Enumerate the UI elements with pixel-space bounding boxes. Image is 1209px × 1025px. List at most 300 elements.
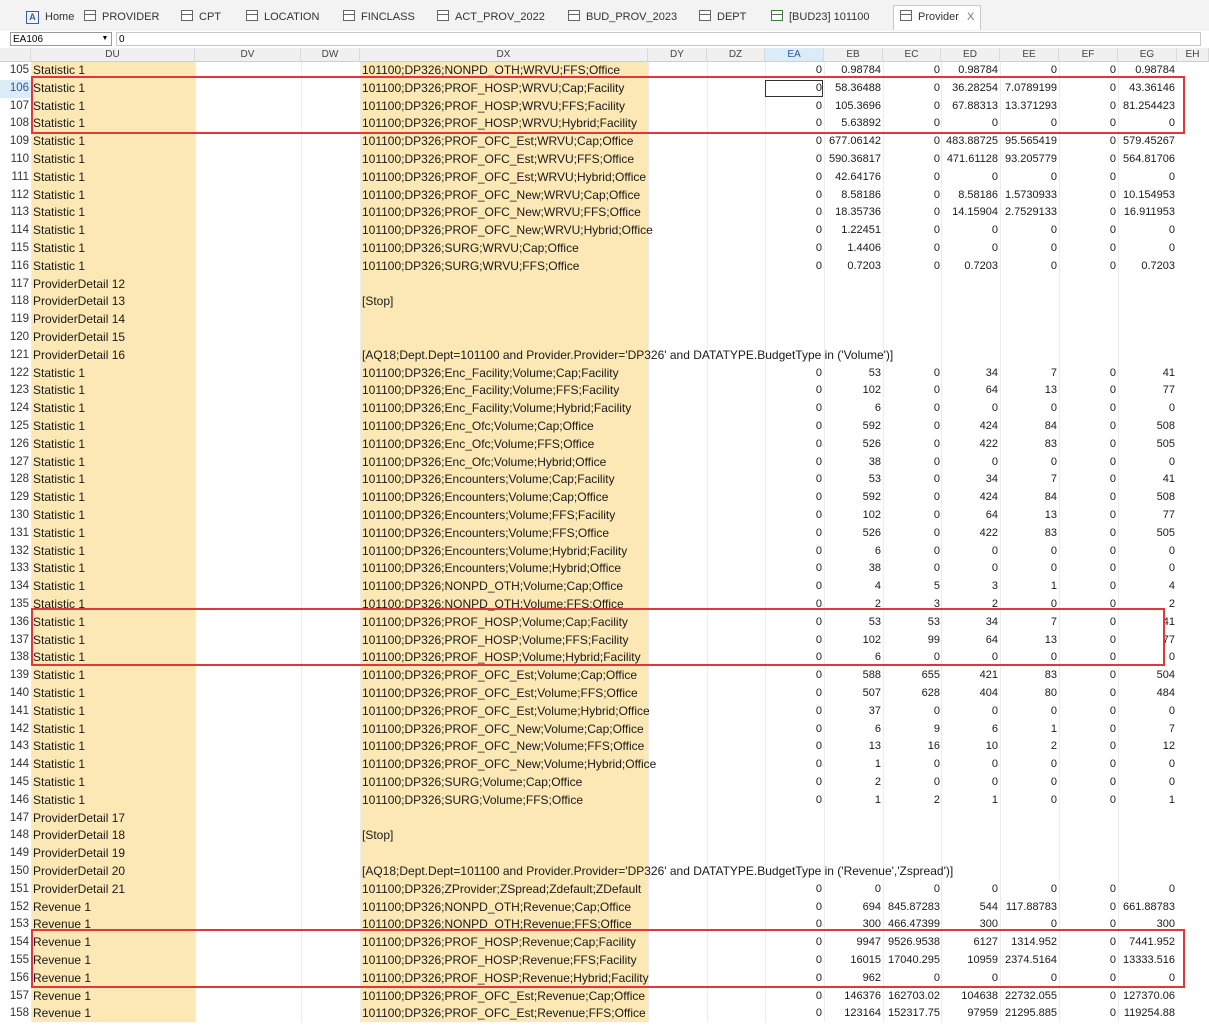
cell-value[interactable]: 0 xyxy=(933,758,940,771)
cell-value[interactable]: 0 xyxy=(815,651,822,664)
cell-value[interactable]: 0 xyxy=(933,153,940,165)
cell-value[interactable]: 0 xyxy=(815,117,822,130)
cell-value[interactable]: 655 xyxy=(921,669,940,682)
column-header[interactable]: EE xyxy=(1000,48,1059,62)
cell-value[interactable]: 0 xyxy=(1109,740,1116,753)
cell-value[interactable]: 105.3696 xyxy=(835,99,881,112)
cell-du[interactable]: Statistic 1 xyxy=(33,775,86,789)
cell-value[interactable]: 38 xyxy=(868,455,881,468)
cell-du[interactable]: Statistic 1 xyxy=(33,419,86,433)
cell-value[interactable]: 0 xyxy=(1109,259,1116,272)
cell-du[interactable]: Revenue 1 xyxy=(33,953,92,967)
cell-du[interactable]: Statistic 1 xyxy=(33,632,86,647)
row-number[interactable]: 145 xyxy=(9,776,29,788)
cell-value[interactable]: 1 xyxy=(1050,722,1057,735)
column-header[interactable]: DW xyxy=(301,48,360,62)
cell-dx[interactable]: 101100;DP326;Enc_Ofc;Volume;FFS;Office xyxy=(362,436,595,451)
cell-dx[interactable]: 101100;DP326;Enc_Ofc;Volume;Cap;Office xyxy=(362,419,594,433)
cell-value[interactable]: 64 xyxy=(985,509,998,521)
cell-value[interactable]: 2 xyxy=(1050,740,1057,753)
cell-value[interactable]: 43.36146 xyxy=(1129,81,1175,94)
row-number[interactable]: 128 xyxy=(9,473,29,486)
cell-value[interactable]: 0 xyxy=(933,776,940,788)
cell-dx[interactable]: 101100;DP326;PROF_HOSP;Volume;Cap;Facility xyxy=(362,614,628,629)
tab-bud23-101100[interactable]: [BUD23] 101100 xyxy=(771,6,870,28)
cell-du[interactable]: Statistic 1 xyxy=(33,597,86,611)
cell-value[interactable]: 504 xyxy=(1156,669,1175,682)
cell-dx[interactable]: 101100;DP326;PROF_HOSP;Volume;Hybrid;Facility xyxy=(362,650,641,665)
row-number[interactable]: 105 xyxy=(9,64,29,76)
cell-value[interactable]: 146376 xyxy=(844,989,881,1002)
cell-value[interactable]: 16.911953 xyxy=(1123,206,1175,219)
cell-value[interactable]: 83 xyxy=(1044,437,1057,450)
cell-value[interactable]: 0 xyxy=(1109,420,1116,432)
cell-value[interactable]: 36.28254 xyxy=(952,81,998,94)
column-header[interactable]: EB xyxy=(824,48,883,62)
cell-dx[interactable]: 101100;DP326;PROF_OFC_New;Volume;Cap;Office xyxy=(362,721,644,736)
cell-value[interactable]: 83 xyxy=(1044,526,1057,539)
cell-du[interactable]: Statistic 1 xyxy=(33,98,86,113)
close-icon[interactable]: X xyxy=(966,11,975,23)
cell-value[interactable]: 0 xyxy=(1109,509,1116,521)
row-number[interactable]: 121 xyxy=(9,348,29,361)
cell-value[interactable]: 0 xyxy=(815,455,822,468)
cell-dx[interactable]: 101100;DP326;Encounters;Volume;FFS;Facility xyxy=(362,508,616,522)
cell-value[interactable]: 1.5730933 xyxy=(1005,188,1057,201)
cell-value[interactable]: 0 xyxy=(1109,384,1116,397)
row-number[interactable]: 135 xyxy=(9,598,29,610)
cell-value[interactable]: 0 xyxy=(933,117,940,130)
cell-du[interactable]: Statistic 1 xyxy=(33,169,86,184)
cell-value[interactable]: 0 xyxy=(933,99,940,112)
row-number[interactable]: 131 xyxy=(9,526,29,539)
row-number[interactable]: 130 xyxy=(9,509,29,521)
cell-value[interactable]: 0 xyxy=(1109,669,1116,682)
cell-du[interactable]: Statistic 1 xyxy=(33,686,86,700)
row-number[interactable]: 134 xyxy=(9,580,29,593)
row-number[interactable]: 144 xyxy=(9,758,29,771)
cell-value[interactable]: 1 xyxy=(1168,793,1175,806)
cell-value[interactable]: 0 xyxy=(1109,633,1116,646)
cell-value[interactable]: 38 xyxy=(868,562,881,575)
cell-value[interactable]: 0 xyxy=(933,491,940,504)
cell-value[interactable]: 424 xyxy=(979,491,998,504)
cell-value[interactable]: 0.98784 xyxy=(841,64,881,76)
column-header[interactable]: EC xyxy=(883,48,941,62)
cell-value[interactable]: 77 xyxy=(1162,384,1175,397)
cell-du[interactable]: Statistic 1 xyxy=(33,614,86,629)
row-number[interactable]: 142 xyxy=(9,722,29,735)
cell-value[interactable]: 0 xyxy=(815,580,822,593)
cell-value[interactable]: 0 xyxy=(815,598,822,610)
cell-value[interactable]: 2 xyxy=(991,598,998,610)
cell-dx[interactable]: [Stop] xyxy=(362,294,394,309)
cell-du[interactable]: Statistic 1 xyxy=(33,80,86,95)
cell-value[interactable]: 0 xyxy=(933,704,940,717)
tab-bud-prov-2023[interactable]: BUD_PROV_2023 xyxy=(568,6,677,28)
cell-value[interactable]: 0 xyxy=(815,687,822,699)
tab-finclass[interactable]: FINCLASS xyxy=(343,6,415,28)
cell-value[interactable]: 0 xyxy=(1109,776,1116,788)
cell-value[interactable]: 13 xyxy=(1044,633,1057,646)
tab-dept[interactable]: DEPT xyxy=(699,6,746,28)
cell-value[interactable]: 0.98784 xyxy=(958,64,998,76)
cell-du[interactable]: Statistic 1 xyxy=(33,792,86,807)
cell-value[interactable]: 0 xyxy=(815,491,822,504)
cell-value[interactable]: 0 xyxy=(815,420,822,432)
cell-value[interactable]: 0 xyxy=(1109,188,1116,201)
cell-du[interactable]: Statistic 1 xyxy=(33,187,86,202)
row-number[interactable]: 158 xyxy=(9,1007,29,1020)
cell-value[interactable]: 0 xyxy=(933,259,940,272)
cell-value[interactable]: 0 xyxy=(991,170,998,183)
cell-value[interactable]: 13 xyxy=(1044,384,1057,397)
cell-du[interactable]: Statistic 1 xyxy=(33,561,86,576)
cell-value[interactable]: 0 xyxy=(1050,758,1057,771)
cell-value[interactable]: 16 xyxy=(927,740,940,753)
cell-value[interactable]: 10.154953 xyxy=(1123,188,1175,201)
cell-value[interactable]: 508 xyxy=(1156,420,1175,432)
cell-du[interactable]: ProviderDetail 12 xyxy=(33,276,126,291)
cell-dx[interactable]: 101100;DP326;Encounters;Volume;Cap;Facility xyxy=(362,472,615,487)
cell-value[interactable]: 0 xyxy=(933,437,940,450)
cell-value[interactable]: 0.7203 xyxy=(1141,259,1175,272)
cell-du[interactable]: ProviderDetail 19 xyxy=(33,846,126,861)
cell-value[interactable]: 0 xyxy=(1050,544,1057,557)
cell-du[interactable]: Statistic 1 xyxy=(33,223,86,238)
cell-value[interactable]: 422 xyxy=(979,526,998,539)
cell-du[interactable]: Statistic 1 xyxy=(33,152,86,166)
cell-value[interactable]: 0 xyxy=(815,758,822,771)
row-number[interactable]: 149 xyxy=(9,847,29,860)
cell-value[interactable]: 0 xyxy=(933,526,940,539)
cell-value[interactable]: 0 xyxy=(933,473,940,486)
cell-value[interactable]: 0 xyxy=(1050,259,1057,272)
cell-du[interactable]: Statistic 1 xyxy=(33,116,86,131)
row-number[interactable]: 113 xyxy=(10,206,29,219)
cell-value[interactable]: 22732.055 xyxy=(1005,989,1057,1002)
cell-value[interactable]: 0 xyxy=(1109,615,1116,628)
cell-value[interactable]: 0 xyxy=(991,776,998,788)
cell-value[interactable]: 0 xyxy=(1050,242,1057,254)
cell-value[interactable]: 13333.516 xyxy=(1123,954,1175,966)
cell-value[interactable]: 0 xyxy=(1109,366,1116,379)
cell-value[interactable]: 53 xyxy=(927,615,940,628)
cell-du[interactable]: ProviderDetail 17 xyxy=(33,810,126,825)
cell-value[interactable]: 42.64176 xyxy=(835,170,881,183)
cell-value[interactable]: 81.254423 xyxy=(1123,99,1175,112)
cell-du[interactable]: Statistic 1 xyxy=(33,205,86,220)
cell-du[interactable]: Statistic 1 xyxy=(33,258,86,273)
cell-value[interactable]: 162703.02 xyxy=(888,989,940,1002)
cell-value[interactable]: 0 xyxy=(1168,971,1175,984)
row-number[interactable]: 140 xyxy=(9,687,29,699)
cell-du[interactable]: Statistic 1 xyxy=(33,436,86,451)
cell-value[interactable]: 0 xyxy=(1168,170,1175,183)
cell-value[interactable]: 0 xyxy=(815,740,822,753)
cell-value[interactable]: 0 xyxy=(815,793,822,806)
cell-value[interactable]: 0 xyxy=(1109,900,1116,913)
cell-dx[interactable]: 101100;DP326;Encounters;Volume;Hybrid;Office xyxy=(362,561,622,576)
row-number[interactable]: 126 xyxy=(9,437,29,450)
cell-value[interactable]: 0 xyxy=(1168,882,1175,895)
cell-value[interactable]: 0 xyxy=(1168,651,1175,664)
cell-value[interactable]: 526 xyxy=(862,526,881,539)
cell-value[interactable]: 0 xyxy=(933,971,940,984)
row-number[interactable]: 148 xyxy=(9,829,29,842)
cell-value[interactable]: 2374.5164 xyxy=(1005,954,1057,966)
cell-value[interactable]: 0 xyxy=(1109,882,1116,895)
row-number[interactable]: 156 xyxy=(9,971,29,984)
row-number[interactable]: 115 xyxy=(10,242,29,254)
cell-du[interactable]: Statistic 1 xyxy=(33,668,86,683)
cell-dx[interactable]: 101100;DP326;SURG;Volume;FFS;Office xyxy=(362,792,583,807)
cell-value[interactable]: 34 xyxy=(985,473,998,486)
cell-value[interactable]: 0 xyxy=(1109,651,1116,664)
cell-value[interactable]: 0 xyxy=(991,651,998,664)
row-number[interactable]: 110 xyxy=(10,153,29,165)
cell-value[interactable]: 0 xyxy=(1050,598,1057,610)
cell-dx[interactable]: 101100;DP326;SURG;Volume;Cap;Office xyxy=(362,775,583,789)
row-number[interactable]: 119 xyxy=(10,313,29,326)
cell-value[interactable]: 6127 xyxy=(973,936,998,949)
cell-value[interactable]: 77 xyxy=(1162,509,1175,521)
cell-value[interactable]: 466.47399 xyxy=(888,918,940,931)
cell-du[interactable]: ProviderDetail 15 xyxy=(33,330,126,344)
row-number[interactable]: 137 xyxy=(9,633,29,646)
cell-value[interactable]: 1 xyxy=(1050,580,1057,593)
cell-value[interactable]: 41 xyxy=(1162,615,1175,628)
cell-value[interactable]: 0.98784 xyxy=(1135,64,1175,76)
cell-value[interactable]: 0 xyxy=(1109,402,1116,415)
cell-value[interactable]: 0 xyxy=(1109,971,1116,984)
cell-value[interactable]: 41 xyxy=(1162,366,1175,379)
cell-value[interactable]: 53 xyxy=(868,615,881,628)
cell-value[interactable]: 0 xyxy=(1109,758,1116,771)
cell-value[interactable]: 0 xyxy=(815,81,822,94)
tab-provider-active[interactable]: Provider X xyxy=(893,5,981,30)
row-number[interactable]: 120 xyxy=(9,331,29,343)
cell-value[interactable]: 0 xyxy=(933,170,940,183)
cell-value[interactable]: 13 xyxy=(868,740,881,753)
cell-value[interactable]: 526 xyxy=(862,437,881,450)
cell-dx[interactable]: 101100;DP326;PROF_OFC_New;WRVU;Cap;Office xyxy=(362,187,641,202)
cell-value[interactable]: 0 xyxy=(1109,687,1116,699)
cell-du[interactable]: Statistic 1 xyxy=(33,703,86,718)
cell-du[interactable]: Statistic 1 xyxy=(33,739,86,754)
cell-du[interactable]: Statistic 1 xyxy=(33,650,86,665)
cell-value[interactable]: 0 xyxy=(1050,651,1057,664)
cell-value[interactable]: 9526.9538 xyxy=(888,936,940,949)
cell-value[interactable]: 0 xyxy=(1109,473,1116,486)
cell-du[interactable]: Statistic 1 xyxy=(33,579,86,594)
cell-value[interactable]: 404 xyxy=(979,687,998,699)
cell-du[interactable]: Statistic 1 xyxy=(33,241,86,255)
row-number[interactable]: 141 xyxy=(9,704,29,717)
row-number[interactable]: 111 xyxy=(11,170,29,183)
cell-dx[interactable]: 101100;DP326;PROF_OFC_Est;Revenue;FFS;Office xyxy=(362,1006,646,1021)
cell-value[interactable]: 0 xyxy=(815,562,822,575)
column-header[interactable]: DV xyxy=(195,48,301,62)
cell-dx[interactable]: 101100;DP326;PROF_HOSP;WRVU;FFS;Facility xyxy=(362,98,625,113)
cell-value[interactable]: 0 xyxy=(1109,580,1116,593)
cell-value[interactable]: 483.88725 xyxy=(946,135,998,148)
selected-cell[interactable] xyxy=(765,80,823,97)
cell-value[interactable]: 0 xyxy=(815,615,822,628)
cell-value[interactable]: 0 xyxy=(815,704,822,717)
cell-dx[interactable]: 101100;DP326;PROF_HOSP;Revenue;Hybrid;Facility xyxy=(362,970,649,985)
cell-value[interactable]: 0 xyxy=(933,455,940,468)
cell-value[interactable]: 95.565419 xyxy=(1005,135,1057,148)
cell-value[interactable]: 564.81706 xyxy=(1123,153,1175,165)
cell-dx[interactable]: 101100;DP326;PROF_OFC_Est;WRVU;Hybrid;Office xyxy=(362,169,647,184)
cell-value[interactable]: 0 xyxy=(933,509,940,521)
chevron-down-icon[interactable]: ▼ xyxy=(101,35,109,42)
cell-value[interactable]: 0 xyxy=(1168,758,1175,771)
cell-du[interactable]: Statistic 1 xyxy=(33,383,86,398)
cell-value[interactable]: 0 xyxy=(991,562,998,575)
cell-dx[interactable]: 101100;DP326;PROF_OFC_Est;WRVU;FFS;Office xyxy=(362,152,635,166)
cell-value[interactable]: 505 xyxy=(1156,526,1175,539)
cell-value[interactable]: 0 xyxy=(1168,402,1175,415)
cell-value[interactable]: 0 xyxy=(815,170,822,183)
cell-du[interactable]: Statistic 1 xyxy=(33,472,86,487)
cell-value[interactable]: 1 xyxy=(874,793,881,806)
cell-value[interactable]: 0 xyxy=(1109,954,1116,966)
cell-du[interactable]: Revenue 1 xyxy=(33,988,92,1003)
row-number[interactable]: 151 xyxy=(9,882,29,895)
formula-input[interactable]: 0 xyxy=(116,32,1201,46)
cell-value[interactable]: 0 xyxy=(991,224,998,237)
cell-value[interactable]: 628 xyxy=(921,687,940,699)
cell-du[interactable]: Statistic 1 xyxy=(33,365,86,380)
cell-value[interactable]: 99 xyxy=(927,633,940,646)
cell-value[interactable]: 127370.06 xyxy=(1123,989,1175,1002)
cell-value[interactable]: 102 xyxy=(862,384,881,397)
cell-value[interactable]: 1.4406 xyxy=(847,242,881,254)
cell-dx[interactable]: 101100;DP326;NONPD_OTH;Revenue;Cap;Office xyxy=(362,899,632,914)
cell-value[interactable]: 152317.75 xyxy=(888,1007,940,1020)
cell-value[interactable]: 0 xyxy=(815,437,822,450)
cell-value[interactable]: 0 xyxy=(815,936,822,949)
cell-value[interactable]: 0 xyxy=(815,188,822,201)
row-number[interactable]: 106 xyxy=(0,80,31,98)
cell-value[interactable]: 2 xyxy=(1168,598,1175,610)
cell-value[interactable]: 0 xyxy=(815,64,822,76)
cell-dx[interactable]: 101100;DP326;NONPD_OTH;WRVU;FFS;Office xyxy=(362,63,621,77)
cell-value[interactable]: 84 xyxy=(1044,491,1057,504)
cell-dx[interactable]: 101100;DP326;PROF_HOSP;WRVU;Hybrid;Facility xyxy=(362,116,637,131)
cell-dx[interactable]: 101100;DP326;PROF_OFC_Est;Volume;Cap;Office xyxy=(362,668,638,683)
cell-value[interactable]: 2 xyxy=(874,776,881,788)
cell-value[interactable]: 0 xyxy=(815,900,822,913)
cell-value[interactable]: 0 xyxy=(815,473,822,486)
cell-value[interactable]: 34 xyxy=(985,366,998,379)
cell-value[interactable]: 0 xyxy=(991,455,998,468)
cell-value[interactable]: 7 xyxy=(1050,473,1057,486)
cell-value[interactable]: 592 xyxy=(862,420,881,432)
cell-value[interactable]: 12 xyxy=(1162,740,1175,753)
row-number[interactable]: 136 xyxy=(9,615,29,628)
cell-value[interactable]: 0 xyxy=(933,651,940,664)
cell-value[interactable]: 67.88313 xyxy=(952,99,998,112)
column-header[interactable]: EF xyxy=(1059,48,1118,62)
cell-du[interactable]: Revenue 1 xyxy=(33,970,92,985)
cell-value[interactable]: 14.15904 xyxy=(952,206,998,219)
cell-value[interactable]: 471.61128 xyxy=(946,153,998,165)
column-header[interactable]: ED xyxy=(941,48,1000,62)
cell-du[interactable]: Statistic 1 xyxy=(33,454,86,469)
cell-dx[interactable]: 101100;DP326;PROF_HOSP;WRVU;Cap;Facility xyxy=(362,80,625,95)
cell-du[interactable]: Revenue 1 xyxy=(33,1006,92,1021)
cell-value[interactable]: 64 xyxy=(985,384,998,397)
tab-home[interactable]: A Home xyxy=(26,6,74,28)
cell-du[interactable]: Revenue 1 xyxy=(33,899,92,914)
cell-value[interactable]: 0 xyxy=(1109,544,1116,557)
cell-dx[interactable]: 101100;DP326;PROF_HOSP;Revenue;Cap;Facility xyxy=(362,935,636,950)
cell-value[interactable]: 544 xyxy=(979,900,998,913)
cell-value[interactable]: 0 xyxy=(1168,544,1175,557)
cell-value[interactable]: 300 xyxy=(862,918,881,931)
cell-value[interactable]: 6 xyxy=(874,722,881,735)
cell-value[interactable]: 0 xyxy=(1109,491,1116,504)
cell-value[interactable]: 0 xyxy=(1109,598,1116,610)
cell-dx[interactable]: 101100;DP326;PROF_OFC_Est;Volume;FFS;Office xyxy=(362,686,638,700)
cell-value[interactable]: 119254.88 xyxy=(1123,1007,1175,1020)
cell-dx[interactable]: 101100;DP326;PROF_HOSP;Volume;FFS;Facility xyxy=(362,632,629,647)
cell-value[interactable]: 0 xyxy=(1109,989,1116,1002)
cell-value[interactable]: 117.88783 xyxy=(1005,900,1057,913)
cell-value[interactable]: 0 xyxy=(933,882,940,895)
cell-dx[interactable]: 101100;DP326;SURG;WRVU;FFS;Office xyxy=(362,258,580,273)
cell-value[interactable]: 5.63892 xyxy=(841,117,881,130)
cell-dx[interactable]: [AQ18;Dept.Dept=101100 and Provider.Provider='DP326' and DATATYPE.BudgetType in ('Volume')] xyxy=(362,347,894,362)
cell-value[interactable]: 2 xyxy=(874,598,881,610)
row-number[interactable]: 125 xyxy=(9,420,29,432)
cell-value[interactable]: 2 xyxy=(933,793,940,806)
cell-value[interactable]: 962 xyxy=(862,971,881,984)
cell-value[interactable]: 505 xyxy=(1156,437,1175,450)
cell-value[interactable]: 0 xyxy=(815,669,822,682)
cell-value[interactable]: 0 xyxy=(815,224,822,237)
cell-value[interactable]: 0 xyxy=(1050,455,1057,468)
cell-value[interactable]: 2.7529133 xyxy=(1005,206,1057,219)
cell-value[interactable]: 0 xyxy=(815,633,822,646)
cell-value[interactable]: 0 xyxy=(1109,437,1116,450)
cell-value[interactable]: 34 xyxy=(985,615,998,628)
row-number[interactable]: 114 xyxy=(10,224,29,237)
cell-value[interactable]: 77 xyxy=(1162,633,1175,646)
column-header[interactable]: DX xyxy=(360,48,648,62)
cell-dx[interactable]: 101100;DP326;PROF_HOSP;Revenue;FFS;Facility xyxy=(362,953,637,967)
cell-value[interactable]: 0 xyxy=(1050,971,1057,984)
cell-value[interactable]: 588 xyxy=(862,669,881,682)
cell-value[interactable]: 0 xyxy=(1109,99,1116,112)
row-number[interactable]: 152 xyxy=(9,900,29,913)
cell-du[interactable]: Statistic 1 xyxy=(33,757,86,772)
cell-value[interactable]: 4 xyxy=(874,580,881,593)
cell-value[interactable]: 0 xyxy=(815,526,822,539)
cell-value[interactable]: 1.22451 xyxy=(841,224,881,237)
cell-value[interactable]: 0 xyxy=(991,758,998,771)
cell-value[interactable]: 0 xyxy=(933,544,940,557)
row-number[interactable]: 132 xyxy=(9,544,29,557)
cell-value[interactable]: 0 xyxy=(1168,776,1175,788)
cell-value[interactable]: 6 xyxy=(991,722,998,735)
column-header[interactable]: EH xyxy=(1177,48,1209,62)
cell-value[interactable]: 300 xyxy=(979,918,998,931)
cell-value[interactable]: 7 xyxy=(1050,366,1057,379)
